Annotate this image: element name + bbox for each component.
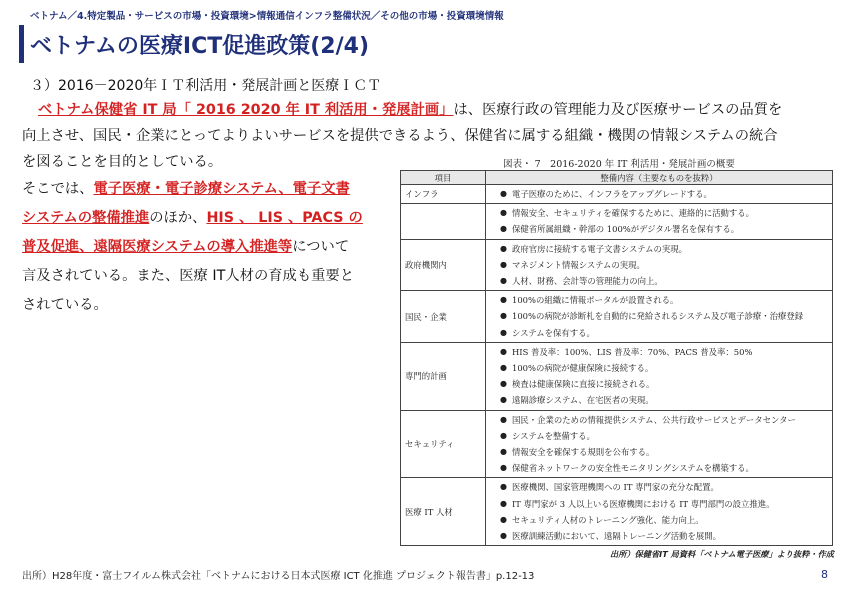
- item-list: [500, 412, 828, 477]
- item-list: [500, 479, 828, 544]
- list-item: ● 電子医療のために、インフラをアップグレードする。: [500, 186, 828, 202]
- page-number: 8: [821, 568, 828, 581]
- table-row: [401, 185, 833, 204]
- table-row: [401, 342, 833, 410]
- category-cell: 医療 IT 人材: [401, 478, 486, 546]
- list-item: ● 情報安全を確保する規則を公布する。: [500, 444, 828, 460]
- list-item: ● 保健省ネットワークの安全性モニタリングシステムを構築する。: [500, 460, 828, 476]
- items-cell: [486, 239, 833, 291]
- item-list: [500, 292, 828, 341]
- items-cell: [486, 291, 833, 343]
- breadcrumb: ベトナム／4.特定製品・サービスの市場・投資環境>情報通信インフラ整備状況／その他の市場・投資環境情報: [30, 11, 504, 22]
- title-accent-bar: [19, 25, 24, 63]
- intro-line-3: を図ることを目的としている。: [22, 154, 223, 170]
- category-cell: 政府機関内: [401, 239, 486, 291]
- summary-line-5: されている。: [22, 297, 108, 313]
- table-header-row: [401, 171, 833, 185]
- table-row: [401, 478, 833, 546]
- list-item: ● 100%の病院が健康保険に接続する。: [500, 360, 828, 376]
- column-header: 整備内容（主要なものを抜粋）: [486, 171, 833, 185]
- items-cell: [486, 410, 833, 478]
- item-list: [500, 344, 828, 409]
- items-cell: [486, 342, 833, 410]
- list-item: ● HIS 普及率：100%、LIS 普及率：70%、PACS 普及率：50%: [500, 344, 828, 360]
- plan-name-highlight: ベトナム保健省 IT 局「 2016 2020 年 IT 利活用・発展計画」: [38, 102, 454, 118]
- summary-paragraph: [22, 175, 397, 320]
- list-item: ● セキュリティ人材のトレーニング強化、能力向上。: [500, 512, 828, 528]
- list-item: ● システムを保有する。: [500, 325, 828, 341]
- highlight-his-lis-pacs: HIS 、 LIS 、PACS の: [206, 210, 363, 226]
- list-item: ● 医療機関、国家管理機関への IT 専門家の充分な配置。: [500, 479, 828, 495]
- items-cell: [486, 204, 833, 239]
- footer-source: 出所）H28年度・富士フイルム株式会社「ベトナムにおける日本式医療 ICT 化推進 プロジェクト報告書」p.12-13: [22, 571, 535, 582]
- list-item: ● 100%の病院が診断札を自動的に発給されるシステム及び電子診療・治療登録: [500, 308, 828, 324]
- summary-line-1: そこでは、電子医療・電子診療システム、電子文書: [22, 181, 350, 197]
- highlight-telemedicine: 普及促進、遠隔医療システムの導入推進等: [22, 239, 293, 255]
- category-cell: 専門的計画: [401, 342, 486, 410]
- list-item: ● IT 専門家が 3 人以上いる医療機関における IT 専門部門の設立推進。: [500, 496, 828, 512]
- item-list: [500, 186, 828, 202]
- summary-line-3: 普及促進、遠隔医療システムの導入推進等について: [22, 239, 350, 255]
- summary-line-4: 言及されている。また、医療 IT人材の育成も重要と: [22, 268, 355, 284]
- table-row: [401, 204, 833, 239]
- table-row: [401, 410, 833, 478]
- item-list: [500, 241, 828, 290]
- category-cell: インフラ: [401, 185, 486, 204]
- list-item: ● 保健省所属組織・幹部の 100%がデジタル署名を保有する。: [500, 221, 828, 237]
- list-item: ● 医療訓練活動において、遠隔トレーニング活動を展開。: [500, 528, 828, 544]
- column-header: 項目: [401, 171, 486, 185]
- list-item: ● 人材、財務、会計等の管理能力の向上。: [500, 273, 828, 289]
- table-row: [401, 239, 833, 291]
- list-item: ● マネジメント情報システムの実現。: [500, 257, 828, 273]
- section-heading: ３）2016－2020年ＩＴ利活用・発展計画と医療ＩＣＴ: [30, 78, 382, 94]
- items-cell: [486, 185, 833, 204]
- list-item: ● 情報安全、セキュリティを確保するために、連絡的に活動する。: [500, 205, 828, 221]
- plan-overview-table: [400, 170, 833, 546]
- item-list: [500, 205, 828, 237]
- summary-line-2: システムの整備推進のほか、HIS 、 LIS 、PACS の: [22, 210, 363, 226]
- highlight-emr: 電子医療・電子診療システム、電子文書: [93, 181, 350, 197]
- highlight-doc-system: システムの整備推進: [22, 210, 150, 226]
- list-item: ● システムを整備する。: [500, 428, 828, 444]
- table-body: [401, 185, 833, 546]
- items-cell: [486, 478, 833, 546]
- intro-line-1: ベトナム保健省 IT 局「 2016 2020 年 IT 利活用・発展計画」は、医療行政の管理能力及び医療サービスの品質を: [38, 102, 783, 118]
- category-cell: セキュリティ: [401, 410, 486, 478]
- page-title: ベトナムの医療ICT促進政策(2/4): [30, 34, 369, 59]
- list-item: ● 100%の組織に情報ポータルが設置される。: [500, 292, 828, 308]
- figure-source-note: 出所）保健省IT 局資料「ベトナム電子医療」より抜粋・作成: [610, 549, 834, 559]
- list-item: ● 国民・企業のための情報提供システム、公共行政サービスとデータセンター: [500, 412, 828, 428]
- figure-caption: 図表・ 7 2016-2020 年 IT 利活用・発展計画の概要: [503, 159, 735, 170]
- list-item: ● 検査は健康保険に直接に接続される。: [500, 376, 828, 392]
- list-item: ● 政府官房に接続する電子文書システムの実現。: [500, 241, 828, 257]
- category-cell: [401, 204, 486, 239]
- table-row: [401, 291, 833, 343]
- intro-line-2: 向上させ、国民・企業にとってよりよいサービスを提供できるよう、保健省に属する組織・機関の情報システムの統合: [22, 128, 778, 144]
- list-item: ● 遠隔診療システム、在宅医者の実現。: [500, 392, 828, 408]
- category-cell: 国民・企業: [401, 291, 486, 343]
